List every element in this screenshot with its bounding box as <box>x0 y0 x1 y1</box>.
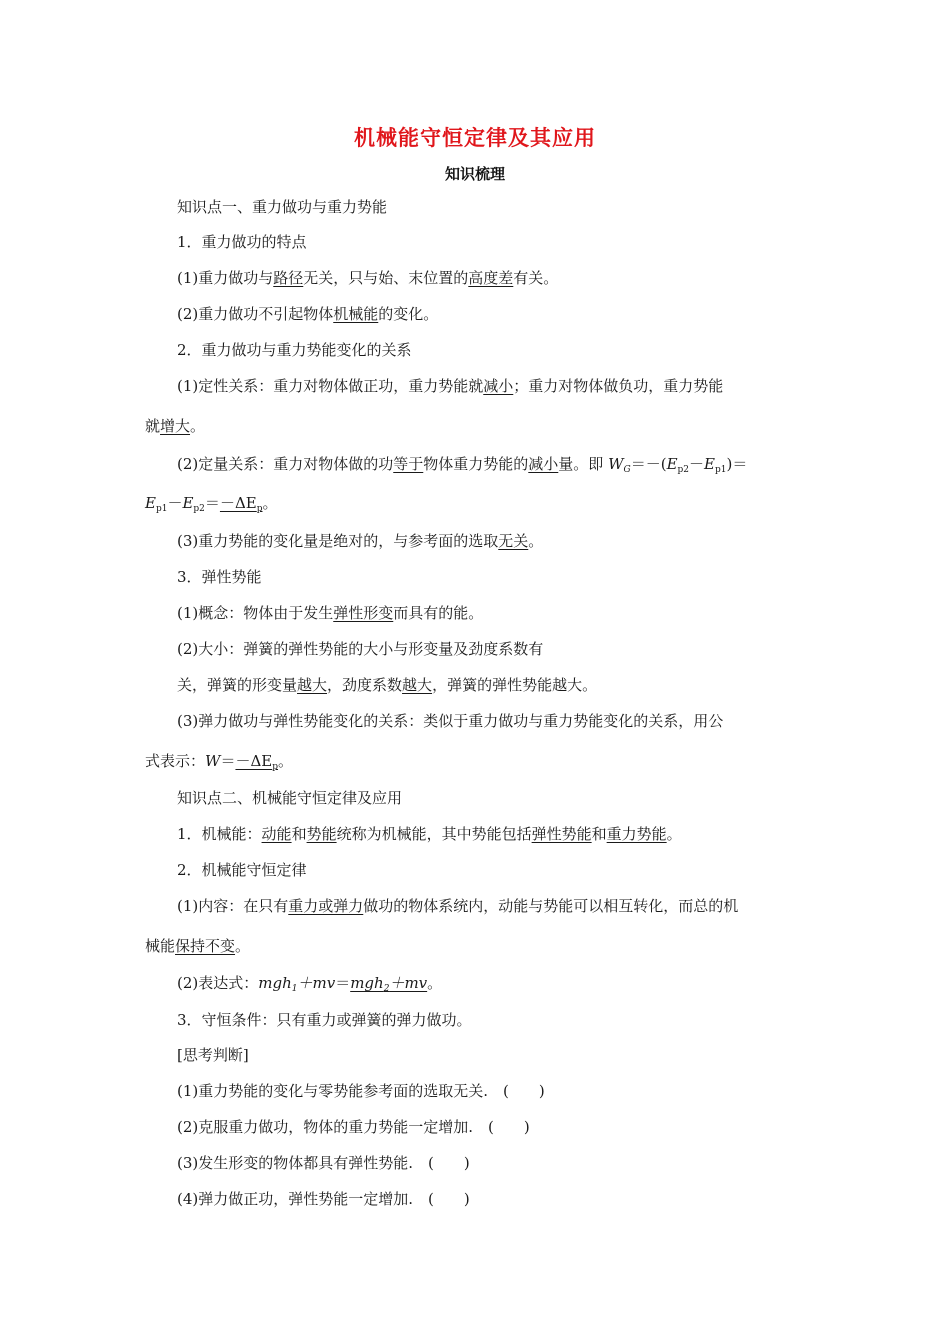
answer-blank: 弹性形变 <box>333 604 394 622</box>
answer-blank: 越大 <box>402 676 433 694</box>
answer-blank: 重力势能 <box>606 825 667 843</box>
judge-item-2: (2)克服重力做功，物体的重力势能一定增加. ( ) <box>177 1118 530 1136</box>
knowledge-point-2-heading: 知识点二、机械能守恒定律及应用 <box>177 789 403 807</box>
answer-blank: $-\Delta E_p$ <box>219 494 263 514</box>
formula: mgh$_1$＋mv <box>258 974 336 994</box>
answer-blank: 势能 <box>306 825 337 843</box>
judge-item-4: (4)弹力做正功，弹性势能一定增加. ( ) <box>177 1190 470 1208</box>
paragraph-2-1-cont: 就增大。 <box>145 417 206 435</box>
answer-blank: 路径 <box>273 269 304 287</box>
answer-blank: 高度差 <box>468 269 514 287</box>
subheading-k2-2: 2．机械能守恒定律 <box>177 861 307 879</box>
answer-blank: 保持不变 <box>175 937 236 955</box>
paragraph-3-3: (3)弹力做功与弹性势能变化的关系：类似于重力做功与重力势能变化的关系，用公 <box>177 712 724 730</box>
subheading-k2-3: 3．守恒条件：只有重力或弹簧的弹力做功。 <box>177 1011 472 1029</box>
answer-blank: 重力或弹力 <box>288 897 364 915</box>
subheading-3: 3．弹性势能 <box>177 568 262 586</box>
answer-blank: 越大 <box>297 676 328 694</box>
paragraph-k2-2-1-cont: 械能保持不变。 <box>145 937 251 955</box>
answer-blank: 无关 <box>498 532 529 550</box>
paragraph-k2-2-2: (2)表达式：mgh$_1$＋mv＝mgh$_2$＋mv。 <box>177 974 443 994</box>
formula: $W_G=-(E_{p2}-E_{p1})=$ <box>608 455 748 475</box>
paragraph-2-2-cont: $E_{p1}-E_{p2}=-\Delta E_p$。 <box>145 494 278 514</box>
answer-blank: 减小 <box>528 455 559 473</box>
judge-item-1: (1)重力势能的变化与零势能参考面的选取无关. ( ) <box>177 1082 545 1100</box>
paragraph-3-2-cont: 关，弹簧的形变量越大，劲度系数越大，弹簧的弹性势能越大。 <box>177 676 598 694</box>
answer-blank: mgh$_2$＋mv <box>350 974 428 994</box>
paragraph-k2-2-1: (1)内容：在只有重力或弹力做功的物体系统内，动能与势能可以相互转化，而总的机 <box>177 897 739 915</box>
page-title: 机械能守恒定律及其应用 <box>354 126 596 150</box>
paragraph-2-1: (1)定性关系：重力对物体做正功，重力势能就减小；重力对物体做负功，重力势能 <box>177 377 724 395</box>
paragraph-2-3: (3)重力势能的变化量是绝对的，与参考面的选取无关。 <box>177 532 544 550</box>
answer-blank: 减小 <box>483 377 514 395</box>
subheading-1: 1．重力做功的特点 <box>177 233 307 251</box>
answer-blank: 弹性势能 <box>531 825 592 843</box>
paragraph-k2-1: 1．机械能：动能和势能统称为机械能，其中势能包括弹性势能和重力势能。 <box>177 825 682 843</box>
answer-blank: 等于 <box>393 455 424 473</box>
subheading-2: 2．重力做功与重力势能变化的关系 <box>177 341 412 359</box>
paragraph-3-1: (1)概念：物体由于发生弹性形变而具有的能。 <box>177 604 484 622</box>
think-judge-heading: [思考判断] <box>177 1046 249 1064</box>
answer-blank: 机械能 <box>333 305 379 323</box>
paragraph-2-2: (2)定量关系：重力对物体做的功等于物体重力势能的减小量。即 $W_G=-(E_{p2}-E_{p1})=$ <box>177 455 748 475</box>
answer-blank: $-\Delta E_p$ <box>235 752 279 772</box>
answer-blank: 动能 <box>261 825 292 843</box>
knowledge-point-1-heading: 知识点一、重力做功与重力势能 <box>177 198 388 216</box>
paragraph-1-1: (1)重力做功与路径无关，只与始、末位置的高度差有关。 <box>177 269 559 287</box>
answer-blank: 增大 <box>160 417 191 435</box>
paragraph-3-3-cont: 式表示：$W=-\Delta E_p$。 <box>145 752 294 772</box>
judge-item-3: (3)发生形变的物体都具有弹性势能. ( ) <box>177 1154 470 1172</box>
section-subtitle: 知识梳理 <box>444 165 505 183</box>
paragraph-3-2: (2)大小：弹簧的弹性势能的大小与形变量及劲度系数有 <box>177 640 544 658</box>
paragraph-1-2: (2)重力做功不引起物体机械能的变化。 <box>177 305 439 323</box>
